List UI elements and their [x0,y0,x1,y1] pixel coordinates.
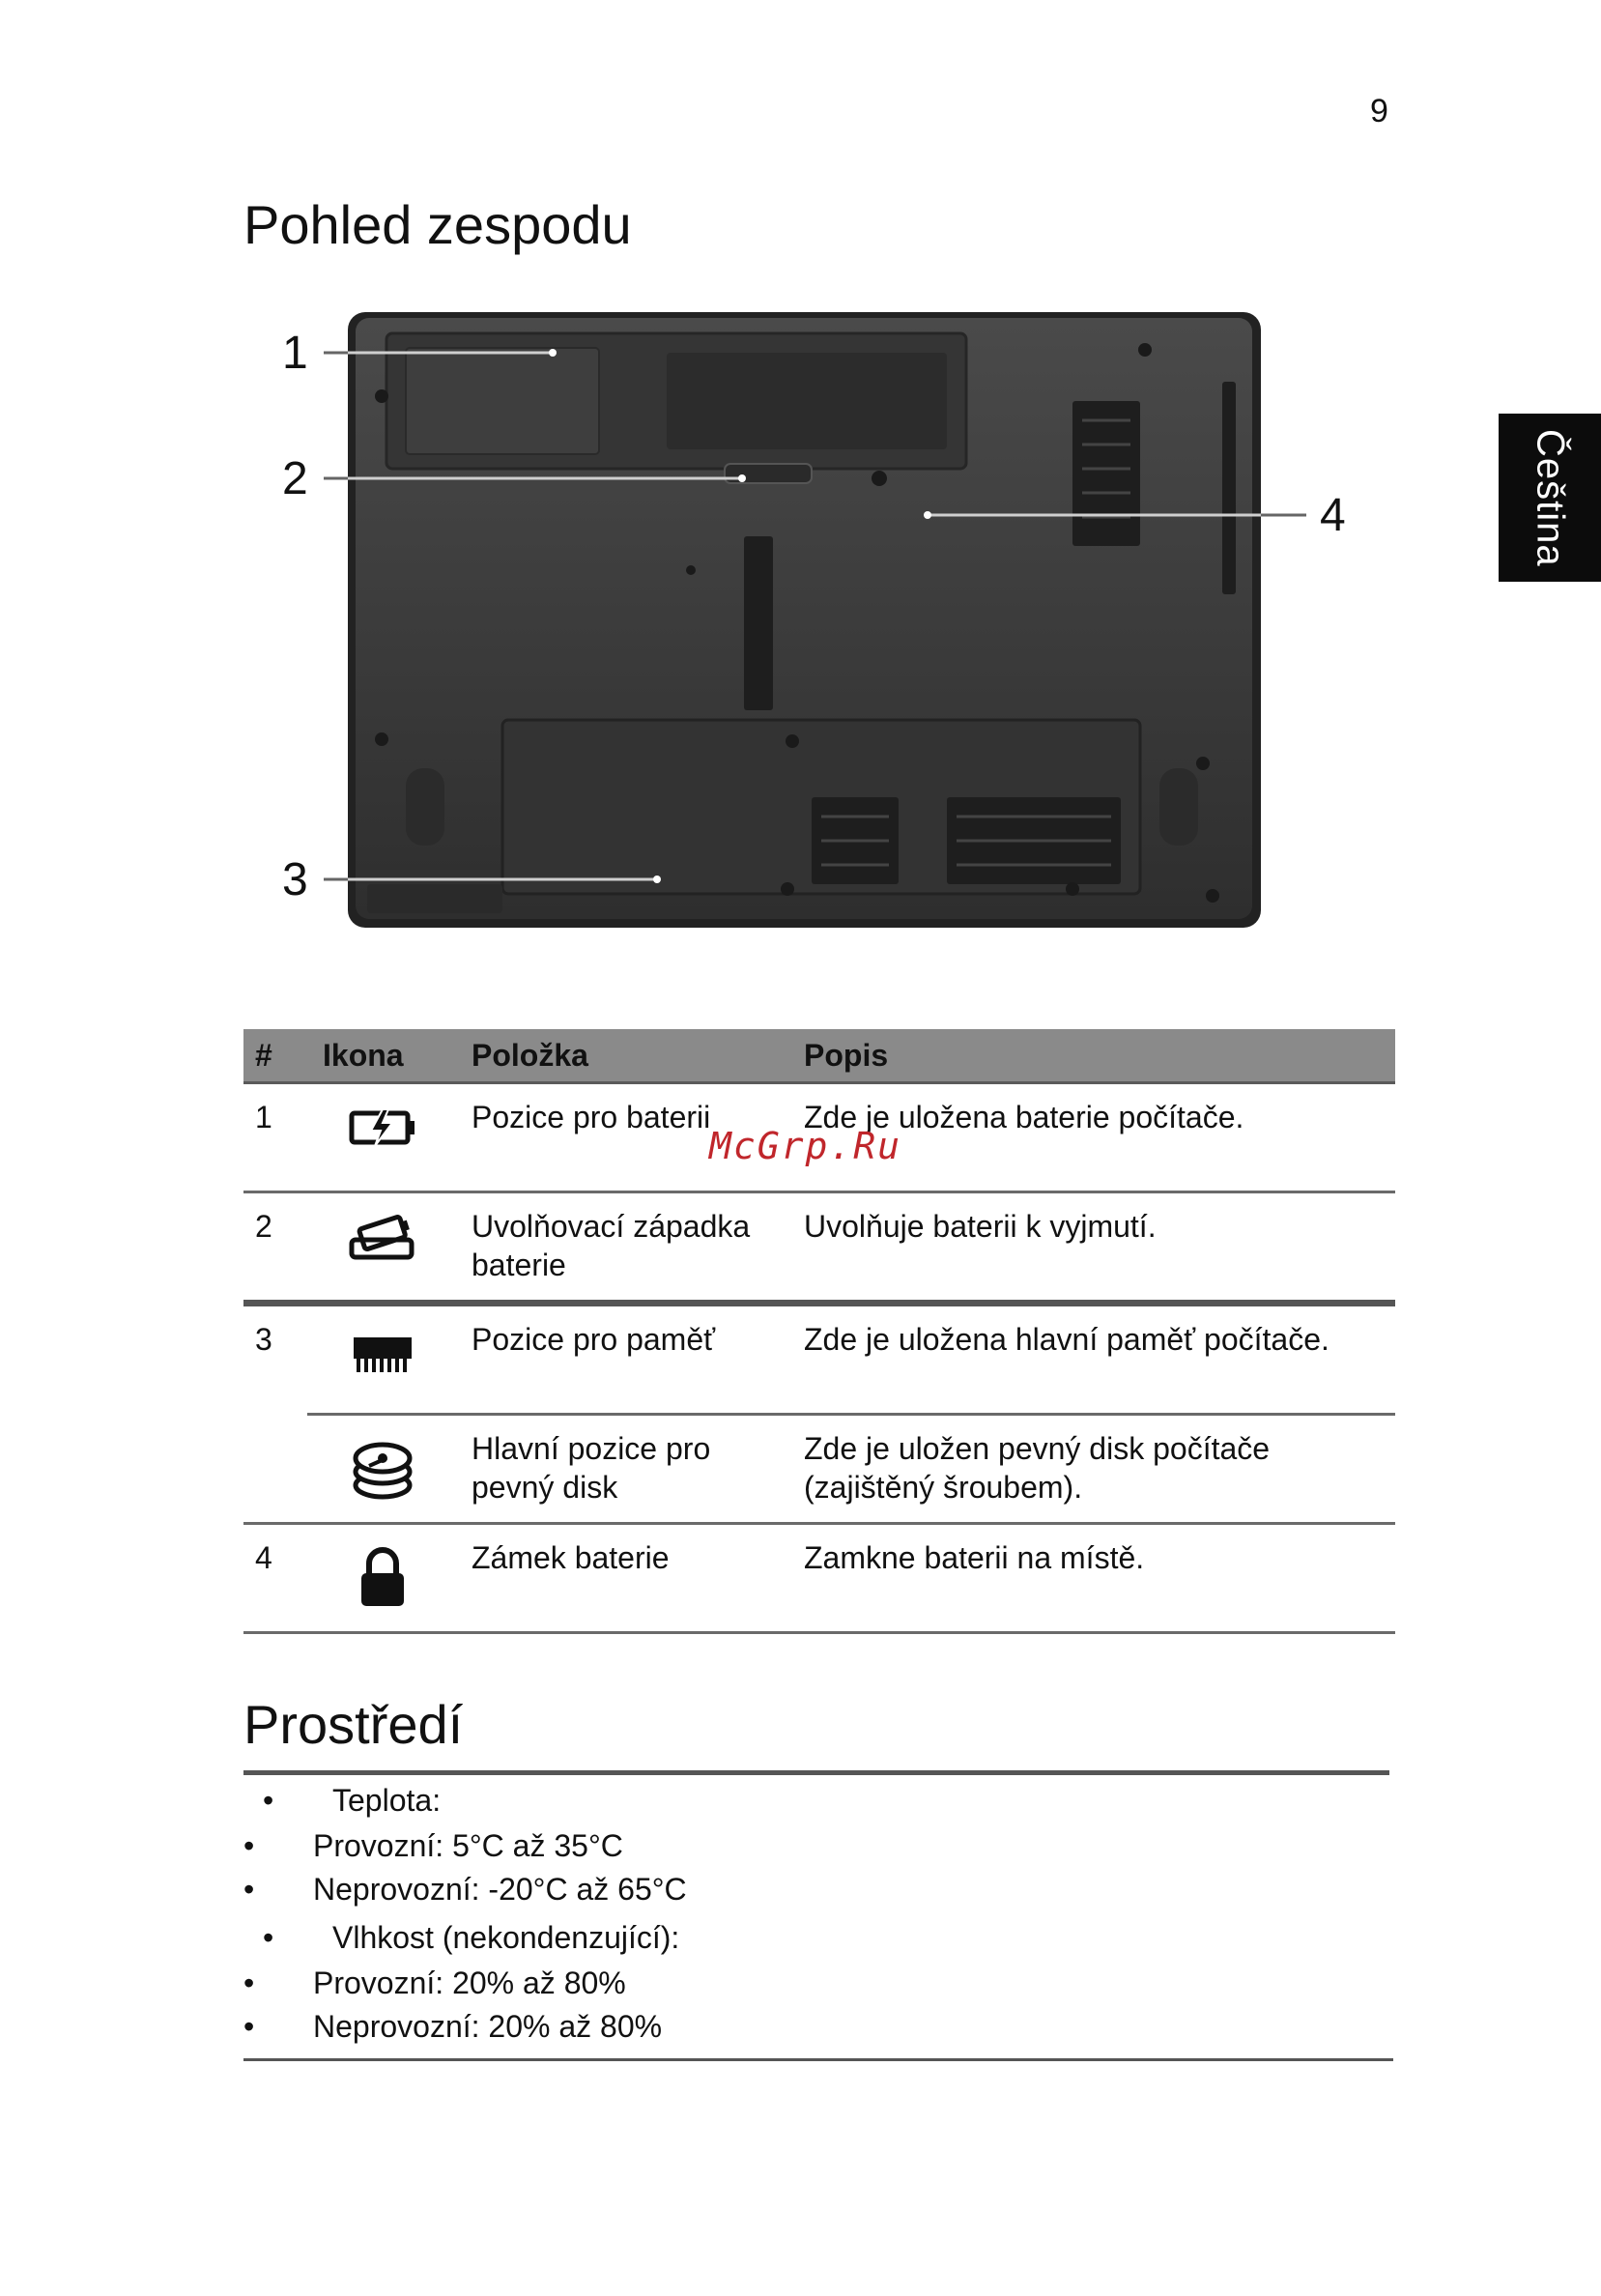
row-number: 1 [243,1083,307,1192]
humidity-label: Vlhkost (nekondenzující): [332,1920,680,1955]
section-title-environment: Prostředí [243,1694,464,1755]
table-row [243,1415,1395,1524]
watermark: McGrp.Ru [709,1125,902,1167]
list-item: • Neprovozní: -20°C až 65°C [243,1868,1393,1911]
table-row [243,1304,1395,1415]
lock-icon [354,1546,412,1610]
row-description: Uvolňuje baterii k vyjmutí. [790,1192,1395,1304]
row-item: Uvolňovací západka baterie [458,1192,790,1304]
row-item: Pozice pro baterii [458,1083,790,1192]
table-row [243,1192,1395,1304]
row-item: Zámek baterie [458,1524,790,1633]
list-item: • Provozní: 5°C až 35°C [243,1824,1393,1868]
list-item: • Neprovozní: 20% až 80% [243,2005,1393,2049]
header-number: # [243,1029,307,1083]
row-number [243,1415,307,1524]
row-description: Zamkne baterii na místě. [790,1524,1395,1633]
row-number: 3 [255,1322,272,1357]
laptop-bottom-diagram [271,304,1382,942]
laptop-case [348,312,1261,928]
battery-release-icon [348,1215,417,1263]
hard-disk-icon [348,1437,417,1501]
environment-list [243,1774,1393,2049]
language-tab [1499,414,1601,582]
temperature-label: Teplota: [332,1783,442,1818]
row-number: 4 [243,1524,307,1633]
callout-3: 3 [282,854,308,905]
row-description: Zde je uložena hlavní paměť počítače. [790,1304,1395,1415]
header-description: Popis [790,1029,1395,1083]
callout-4: 4 [1320,490,1346,541]
header-item: Položka [458,1029,790,1083]
section-bottom-rule [243,2058,1393,2061]
row-number: 2 [243,1192,307,1304]
list-item: • Provozní: 20% až 80% [243,1962,1393,2005]
callout-1: 1 [282,328,308,379]
row-description: Zde je uložena baterie počítače. [790,1083,1395,1192]
callout-2: 2 [282,453,308,504]
memory-icon [348,1328,417,1376]
language-tab-label: Čeština [1529,428,1572,567]
battery-icon [348,1105,417,1148]
row-item: Pozice pro paměť [458,1304,790,1415]
table-header-row [243,1029,1395,1083]
components-table [243,1029,1395,1634]
row-item: Hlavní pozice pro pevný disk [458,1415,790,1524]
header-icon: Ikona [307,1029,458,1083]
list-item [243,1913,1393,1962]
row-description: Zde je uložen pevný disk počítače (zajištěný šroubem). [790,1415,1395,1524]
section-title-bottom-view: Pohled zespodu [243,194,632,255]
list-item [243,1776,1393,1824]
table-row [243,1524,1395,1633]
page-number: 9 [1370,93,1388,129]
